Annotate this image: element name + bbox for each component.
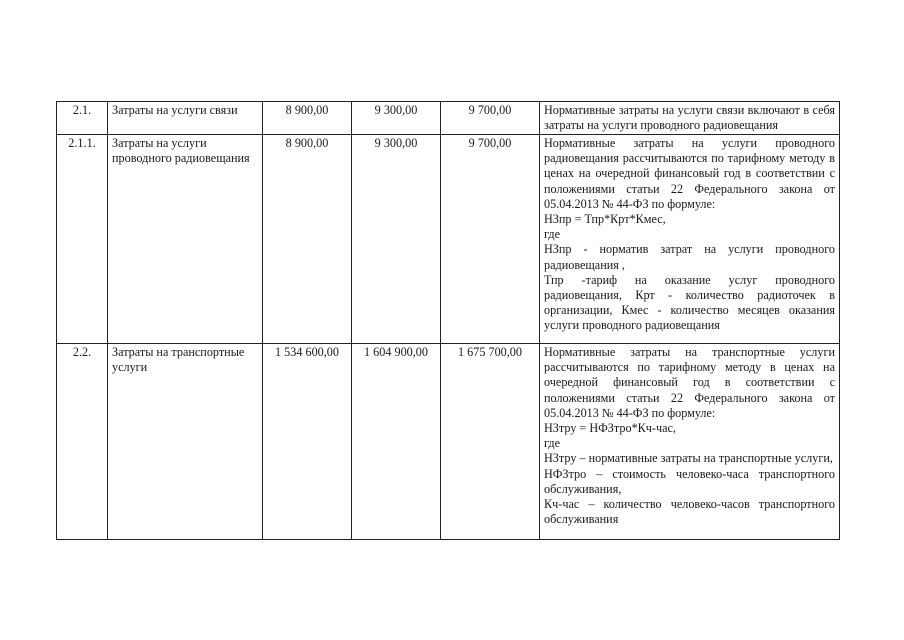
description-paragraph: Нормативные затраты на услуги связи включают в себя затраты на услуги проводного радиовещания bbox=[544, 103, 835, 133]
calculation-description bbox=[540, 135, 840, 344]
amount-year-3: 9 700,00 bbox=[441, 102, 540, 135]
row-number: 2.1.1. bbox=[57, 135, 108, 344]
where-label: где bbox=[544, 227, 561, 242]
row-number: 2.1. bbox=[57, 102, 108, 135]
where-label: где bbox=[544, 436, 561, 451]
table-row bbox=[57, 135, 840, 344]
amount-year-2: 9 300,00 bbox=[352, 102, 441, 135]
variable-definition: Тпр -тариф на оказание услуг проводного радиовещания, Крт - количество радиоточек в организации, Кмес - количество месяцев оказания услуги проводного радиовещания bbox=[544, 272, 835, 333]
description-paragraph: Нормативные затраты на транспортные услуги рассчитываются по тарифному методу в ценах на очередной финансовый год в соответствии с положениями статьи 22 Федерального закона от 05.04.2013 № 44-ФЗ по формуле: bbox=[544, 345, 835, 420]
formula: НЗтру = НФЗтро*Кч-час, bbox=[544, 421, 676, 436]
cost-item-name: Затраты на услуги связи bbox=[108, 102, 263, 135]
amount-year-1: 8 900,00 bbox=[263, 135, 352, 344]
amount-year-2: 9 300,00 bbox=[352, 135, 441, 344]
calculation-description bbox=[540, 344, 840, 540]
description-paragraph: Нормативные затраты на услуги проводного радиовещания рассчитываются по тарифному методу в ценах на очередной финансовый год в соответствии с положениями статьи 22 Федерального закона от 05.04.2013 № 44-ФЗ по формуле: bbox=[544, 136, 835, 211]
table-row bbox=[57, 344, 840, 540]
formula: НЗпр = Тпр*Крт*Кмес, bbox=[544, 212, 666, 227]
variable-definition: НЗтру – нормативные затраты на транспортные услуги, bbox=[544, 451, 833, 466]
table-row bbox=[57, 102, 840, 135]
cost-norms-table bbox=[56, 101, 840, 540]
cost-item-name: Затраты на услуги проводного радиовещания bbox=[108, 135, 263, 344]
variable-definition: НЗпр - норматив затрат на услуги проводного радиовещания , bbox=[544, 242, 835, 272]
row-number: 2.2. bbox=[57, 344, 108, 540]
cost-item-name: Затраты на транспортные услуги bbox=[108, 344, 263, 540]
amount-year-3: 1 675 700,00 bbox=[441, 344, 540, 540]
variable-definition: НФЗтро – стоимость человеко-часа транспортного обслуживания, bbox=[544, 466, 835, 496]
amount-year-1: 8 900,00 bbox=[263, 102, 352, 135]
amount-year-2: 1 604 900,00 bbox=[352, 344, 441, 540]
variable-definition: Кч-час – количество человеко-часов транспортного обслуживания bbox=[544, 497, 835, 527]
amount-year-3: 9 700,00 bbox=[441, 135, 540, 344]
amount-year-1: 1 534 600,00 bbox=[263, 344, 352, 540]
calculation-description bbox=[540, 102, 840, 135]
